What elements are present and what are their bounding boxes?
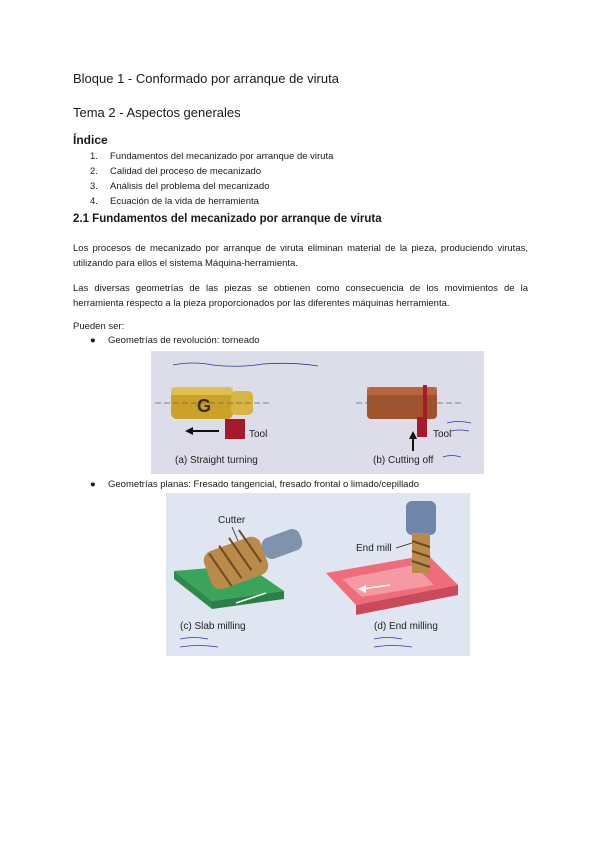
- turning-figure: [151, 351, 484, 474]
- bullet-item: ● Geometrías de revolución: torneado: [90, 335, 260, 346]
- paragraph-1: Los procesos de mecanizado por arranque de viruta eliminan material de la pieza, produciendo virutas, utilizando para ellos el sistema Máquina-herramienta.: [73, 243, 528, 269]
- end-mill-label: End mill: [356, 543, 392, 554]
- cutter-label: Cutter: [218, 515, 246, 526]
- tool-label-a: Tool: [249, 429, 268, 440]
- bullet-item: ● Geometrías planas: Fresado tangencial, fresado frontal o limado/cepillado: [90, 479, 420, 490]
- milling-figure: [166, 493, 470, 656]
- index-item: 2. Calidad del proceso de mecanizado: [90, 166, 262, 177]
- index-title: Índice: [73, 133, 108, 147]
- svg-text:G: G: [197, 396, 212, 416]
- section-title: 2.1 Fundamentos del mecanizado por arranque de viruta: [73, 213, 382, 225]
- block-heading: Bloque 1 - Conformado por arranque de viruta: [73, 71, 339, 86]
- paragraph-2: Las diversas geometrías de las piezas se obtienen como consecuencia de los movimientos de la herramienta respecto a la pieza proporcionados por las diferentes máquinas herramienta.: [73, 283, 528, 309]
- index-list: [90, 149, 333, 209]
- caption-cutting-off: (b) Cutting off: [373, 455, 434, 466]
- caption-end-milling: (d) End milling: [374, 621, 438, 632]
- paragraph-3: Pueden ser:: [73, 321, 125, 332]
- caption-straight-turning: (a) Straight turning: [175, 455, 258, 466]
- caption-slab-milling: (c) Slab milling: [180, 621, 246, 632]
- index-item: 3. Análisis del problema del mecanizado: [90, 181, 270, 192]
- tool-label-b: Tool: [433, 429, 452, 440]
- topic-heading: Tema 2 - Aspectos generales: [73, 105, 241, 120]
- index-item: 4. Ecuación de la vida de herramienta: [90, 196, 259, 207]
- index-item: 1. Fundamentos del mecanizado por arranque de viruta: [90, 151, 334, 162]
